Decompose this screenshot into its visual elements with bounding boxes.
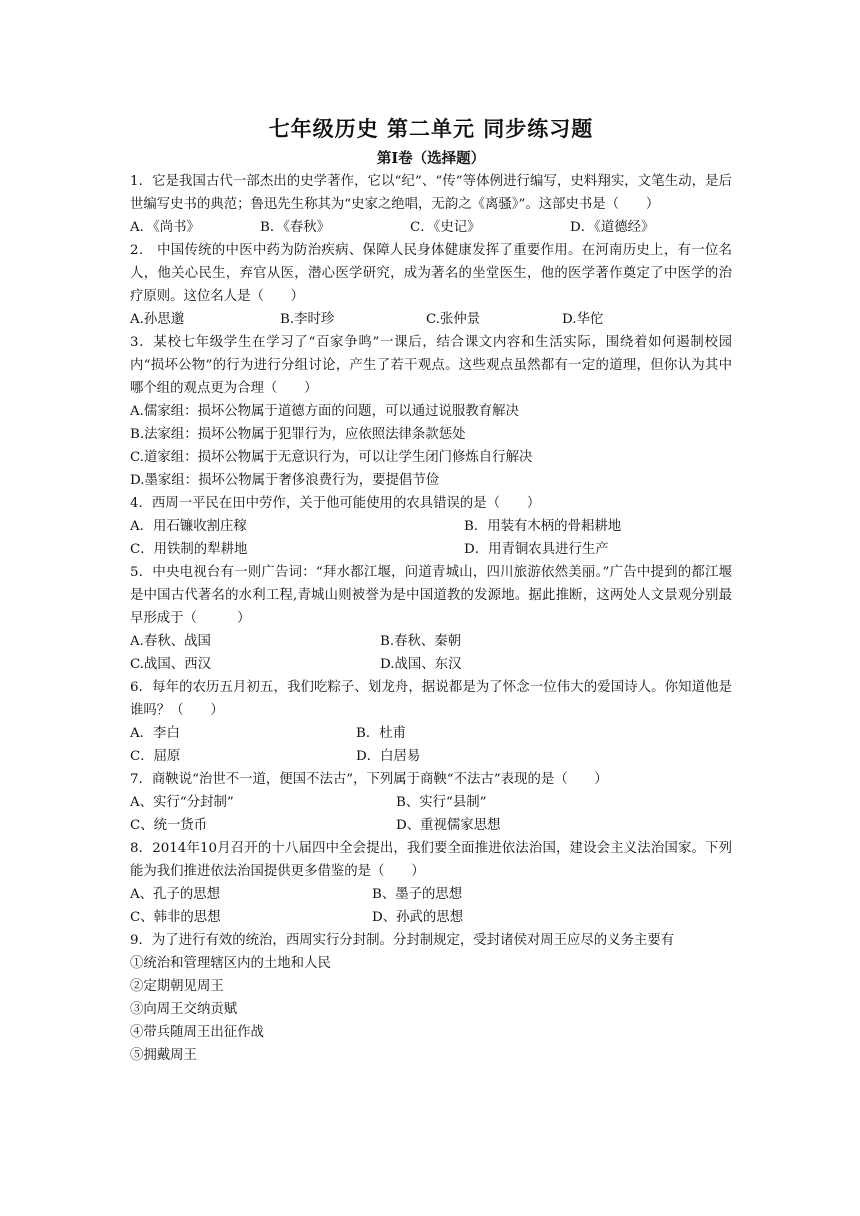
- question-stem: 1．它是我国古代一部杰出的史学著作，它以“纪”、“传”等体例进行编写，史料翔实，文笔生动，是后世编写史书的典范；鲁迅先生称其为“史家之绝唱，无韵之《离骚》”。这部史书是（ ）: [130, 174, 732, 212]
- option-c: C．用铁制的犁耕地: [130, 542, 248, 557]
- question-stem: 7．商鞅说“治世不一道，便国不法古”，下列属于商鞅“不法古”表现的是（ ）: [130, 772, 608, 787]
- option-a: A.春秋、战国: [130, 634, 211, 649]
- option-d: D.墨家组：损坏公物属于奢侈浪费行为，要提倡节俭: [130, 473, 440, 488]
- option-a: A、实行“分封制”: [130, 795, 234, 810]
- list-item: ②定期朝见周王: [130, 979, 224, 994]
- option-d: D、孙武的思想: [372, 910, 464, 925]
- option-c: C、统一货币: [130, 818, 208, 833]
- option-row: [130, 308, 732, 331]
- option-a: A.孙思邈: [130, 312, 185, 327]
- option-b: B．用装有木柄的骨耜耕地: [464, 519, 622, 534]
- option-row: [130, 883, 732, 906]
- option-row: [130, 538, 732, 561]
- question-stem: 9．为了进行有效的统治，西周实行分封制。分封制规定，受封诸侯对周王应尽的义务主要有: [130, 933, 675, 948]
- option-a: A．《尚书》: [130, 220, 200, 235]
- question-9: [130, 929, 732, 1067]
- question-stem: 4．西周一平民在田中劳作，关于他可能使用的农具错误的是（ ）: [130, 496, 541, 511]
- question-stem: 2． 中国传统的中医中药为防治疾病、保障人民身体健康发挥了重要作用。在河南历史上，有一位名人，他关心民生，弃官从医，潜心医学研究，成为著名的坐堂医生，他的医学著作奠定了中医学的治疗原则。这位名人是（ ）: [130, 243, 732, 304]
- option-d: D、重视儒家思想: [396, 818, 501, 833]
- option-b: B.春秋、秦朝: [380, 634, 462, 649]
- option-a: A.儒家组：损坏公物属于道德方面的问题，可以通过说服教育解决: [130, 404, 519, 419]
- option-b: B.李时珍: [280, 312, 335, 327]
- option-d: D.战国、东汉: [380, 657, 462, 672]
- list-item: ⑤拥戴周王: [130, 1048, 197, 1063]
- question-6: [130, 676, 732, 768]
- option-c: C．《史记》: [410, 220, 481, 235]
- option-row: [130, 814, 732, 837]
- option-b: B、实行“县制”: [396, 795, 487, 810]
- option-row: [130, 515, 732, 538]
- question-5: [130, 561, 732, 676]
- section-heading: 第Ⅰ卷（选择题）: [376, 150, 486, 167]
- question-1: [130, 170, 732, 239]
- option-row: [130, 653, 732, 676]
- option-c: C.战国、西汉: [130, 657, 211, 672]
- question-3: [130, 331, 732, 492]
- question-stem: 5．中央电视台有一则广告词：“拜水都江堰，问道青城山，四川旅游依然美丽。”广告中提到的都江堰是中国古代著名的水利工程,青城山则被誉为是中国道教的发源地。据此推断，这两处人文景观分别最早形成于（ ）: [130, 565, 732, 626]
- option-c: C．屈原: [130, 749, 181, 764]
- option-a: A、孔子的思想: [130, 887, 221, 902]
- list-item: ④带兵随周王出征作战: [130, 1025, 264, 1040]
- question-stem: 3．某校七年级学生在学习了“百家争鸣”一课后，结合课文内容和生活实际，围绕着如何遏制校园内“损坏公物”的行为进行分组讨论，产生了若干观点。这些观点虽然都有一定的道理，但你认为其中哪个组的观点更为合理（ ）: [130, 335, 732, 396]
- list-item: ①统治和管理辖区内的土地和人民: [130, 956, 331, 971]
- question-4: [130, 492, 732, 561]
- option-row: [130, 906, 732, 929]
- option-c: C.张仲景: [426, 312, 481, 327]
- option-b: B.法家组：损坏公物属于犯罪行为，应依照法律条款惩处: [130, 427, 466, 442]
- option-b: B、墨子的思想: [372, 887, 463, 902]
- option-d: D.华佗: [562, 312, 604, 327]
- worksheet-title: 七年级历史 第二单元 同步练习题: [268, 116, 594, 141]
- option-c: C、韩非的思想: [130, 910, 221, 925]
- question-2: [130, 239, 732, 331]
- option-row: [130, 216, 732, 239]
- question-stem: 8．2014年10月召开的十八届四中全会提出，我们要全面推进依法治国，建设会主义法治国家。下列能为我们推进依法治国提供更多借鉴的是（ ）: [130, 841, 732, 879]
- option-c: C.道家组：损坏公物属于无意识行为，可以让学生闭门修炼自行解决: [130, 450, 533, 465]
- option-d: D．白居易: [356, 749, 421, 764]
- option-b: B．《春秋》: [260, 220, 331, 235]
- option-row: [130, 630, 732, 653]
- option-row: [130, 745, 732, 768]
- option-d: D．用青铜农具进行生产: [464, 542, 609, 557]
- option-row: [130, 722, 732, 745]
- list-item: ③向周王交纳贡赋: [130, 1002, 238, 1017]
- option-a: A．李白: [130, 726, 180, 741]
- option-row: [130, 791, 732, 814]
- question-8: [130, 837, 732, 929]
- question-7: [130, 768, 732, 837]
- worksheet-page: [130, 114, 732, 1067]
- option-d: D．《道德经》: [570, 220, 655, 235]
- question-stem: 6．每年的农历五月初五，我们吃粽子、划龙舟，据说都是为了怀念一位伟大的爱国诗人。你知道他是谁吗？（ ）: [130, 680, 732, 718]
- option-a: A．用石镰收割庄稼: [130, 519, 247, 534]
- option-b: B．杜甫: [356, 726, 407, 741]
